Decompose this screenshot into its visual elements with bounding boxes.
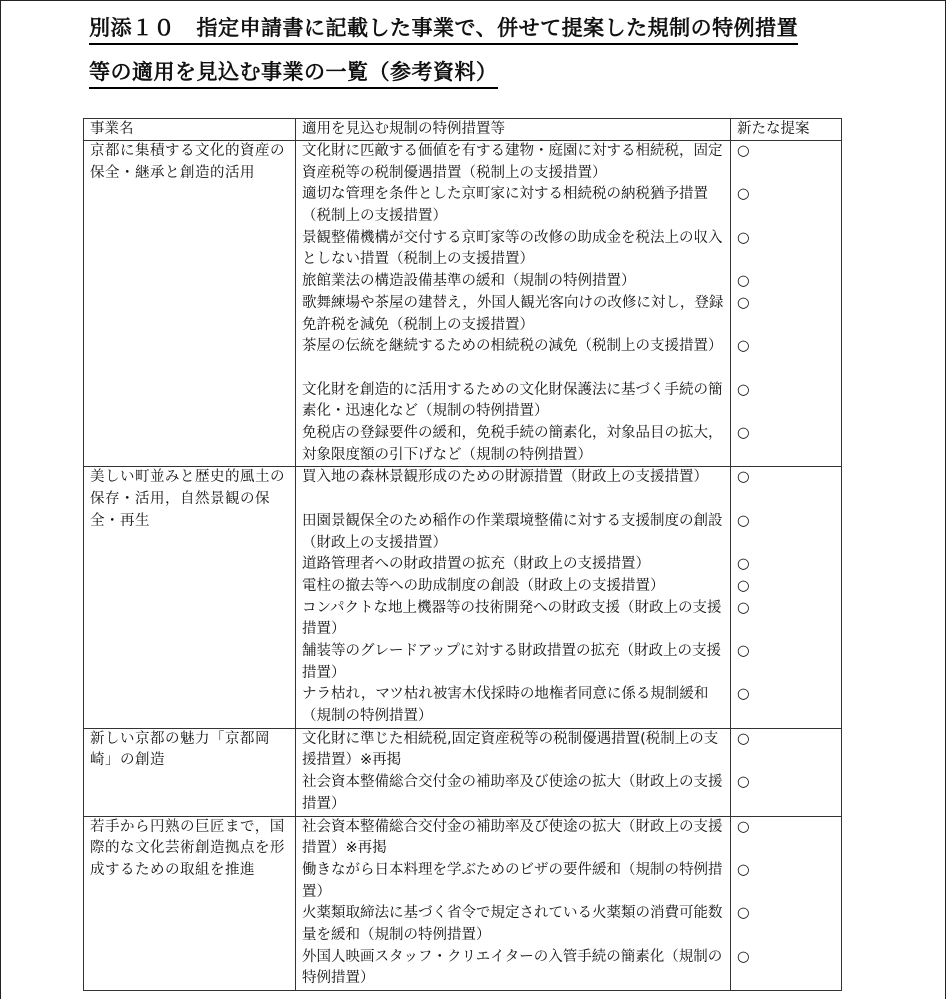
proposal-mark-row [737, 271, 835, 293]
new-proposal-cell [731, 728, 842, 816]
measure-item: 文化財を創造的に活用するための文化財保護法に基づく手続の簡素化・迅速化など（規制の特例措置） [302, 381, 723, 420]
measure-item: 電柱の撤去等への助成制度の創設（財政上の支援措置） [302, 577, 665, 594]
proposal-mark-row [737, 641, 835, 684]
proposal-mark-row [737, 511, 835, 554]
project-name: 若手から円熟の巨匠まで，国際的な文化芸術創造拠点を形成するための取組を推進 [90, 818, 285, 878]
header-project: 事業名 [84, 119, 296, 141]
proposal-mark-row [737, 684, 835, 727]
circle-mark: ○ [737, 861, 750, 878]
measure-item: 適切な管理を条件とした京町家に対する相続税の納税猶予措置（税制上の支援措置） [302, 186, 708, 225]
circle-mark: ○ [737, 730, 750, 747]
measure-item: 道路管理者への財政措置の拡充（財政上の支援措置） [302, 556, 650, 573]
proposal-mark-row [737, 293, 835, 336]
circle-mark: ○ [737, 425, 750, 442]
measure-item: 田園景観保全のため稲作の作業環境整備に対する支援制度の創設（財政上の支援措置） [302, 512, 723, 551]
title-line-2: 等の適用を見込む事業の一覧（参考資料） [89, 57, 498, 89]
new-proposal-cell [731, 816, 842, 991]
circle-mark: ○ [737, 469, 750, 486]
title-line-1: 別添１０ 指定申請書に記載した事業で、併せて提案した規制の特例措置 [89, 13, 798, 45]
proposal-mark-row [737, 228, 835, 271]
table-row [84, 141, 842, 467]
proposal-mark-row [737, 141, 835, 184]
new-proposal-cell [731, 467, 842, 728]
proposal-mark-row [737, 598, 835, 641]
project-name-cell [84, 728, 296, 816]
measures-cell [296, 816, 731, 991]
project-name: 美しい町並みと歴史的風土の保存・活用，自然景観の保全・再生 [90, 469, 285, 529]
table-row [84, 728, 842, 816]
circle-mark: ○ [737, 599, 750, 616]
circle-mark: ○ [737, 686, 750, 703]
proposal-mark-row [737, 423, 835, 466]
measure-item: コンパクトな地上機器等の技術開発への財政支援（財政上の支援措置） [302, 599, 722, 638]
measure-item: 歌舞練場や茶屋の建替え，外国人観光客向けの改修に対し，登録免許税を減免（税制上の支援措置） [302, 294, 724, 333]
circle-mark: ○ [737, 818, 750, 835]
circle-mark: ○ [737, 948, 750, 965]
measures-cell [296, 141, 731, 467]
circle-mark: ○ [737, 512, 750, 529]
measure-item: 火薬類取締法に基づく省令で規定されている火薬類の消費可能数量を緩和（規制の特例措置） [302, 905, 723, 944]
measure-item: 文化財に準じた相続税,固定資産税等の税制優遇措置(税制上の支援措置）※再掲 [302, 730, 719, 769]
document-title [89, 13, 889, 101]
measures-cell [296, 467, 731, 728]
table-row [84, 816, 842, 991]
measure-item: 免税店の登録要件の緩和，免税手続の簡素化，対象品目の拡大，対象限度額の引下げなど（規制の特例措置） [302, 425, 723, 463]
measure-item: 外国人映画スタッフ・クリエイターの入管手続の簡素化（規制の特例措置） [302, 948, 723, 987]
circle-mark: ○ [737, 577, 750, 594]
circle-mark: ○ [737, 338, 750, 355]
measure-item: 社会資本整備総合交付金の補助率及び使途の拡大（財政上の支援措置） [302, 774, 723, 812]
measure-item: 景観整備機構が交付する京町家等の改修の助成金を税法上の収入としない措置（税制上の支援措置） [302, 229, 723, 268]
header-measures: 適用を見込む規制の特例措置等 [296, 119, 731, 141]
project-name-cell [84, 141, 296, 467]
circle-mark: ○ [737, 642, 750, 659]
circle-mark: ○ [737, 229, 750, 246]
circle-mark: ○ [737, 273, 750, 290]
circle-mark: ○ [737, 556, 750, 573]
project-name-cell [84, 816, 296, 991]
proposal-mark-row [737, 817, 835, 860]
circle-mark: ○ [737, 774, 750, 791]
header-new-proposal: 新たな提案 [731, 119, 842, 141]
proposal-mark-row [737, 380, 835, 423]
table-row [84, 467, 842, 728]
project-name: 新しい京都の魅力「京都岡崎」の創造 [90, 730, 270, 769]
circle-mark: ○ [737, 186, 750, 203]
project-table [83, 118, 842, 991]
measure-item: 舗装等のグレードアップに対する財政措置の拡充（財政上の支援措置） [302, 642, 722, 681]
table-header-row [84, 119, 842, 141]
proposal-mark-row [737, 467, 835, 510]
proposal-mark-row [737, 903, 835, 946]
proposal-mark-row [737, 554, 835, 576]
proposal-mark-row [737, 947, 835, 990]
measure-item: 買入地の森林景観形成のための財源措置（財政上の支援措置） [302, 469, 708, 486]
measure-item: 茶屋の伝統を継続するための相続税の減免（税制上の支援措置） [302, 338, 723, 355]
proposal-mark-row [737, 184, 835, 227]
proposal-mark-row [737, 576, 835, 598]
circle-mark: ○ [737, 381, 750, 398]
circle-mark: ○ [737, 294, 750, 311]
measure-item: 社会資本整備総合交付金の補助率及び使途の拡大（財政上の支援措置）※再掲 [302, 818, 723, 857]
circle-mark: ○ [737, 143, 750, 159]
measures-cell [296, 728, 731, 816]
circle-mark: ○ [737, 905, 750, 922]
proposal-mark-row [737, 729, 835, 772]
project-name: 京都に集積する文化的資産の保全・継承と創造的活用 [90, 143, 285, 181]
project-name-cell [84, 467, 296, 728]
proposal-mark-row [737, 860, 835, 903]
measure-item: 旅館業法の構造設備基準の緩和（規制の特例措置） [302, 273, 636, 290]
new-proposal-cell [731, 141, 842, 467]
proposal-mark-row [737, 336, 835, 379]
table-body [84, 141, 842, 991]
measure-item: 働きながら日本料理を学ぶためのビザの要件緩和（規制の特例措置） [302, 861, 723, 900]
measure-item: 文化財に匹敵する価値を有する建物・庭園に対する相続税，固定資産税等の税制優遇措置（税制上の支援措置） [302, 143, 723, 181]
proposal-mark-row [737, 772, 835, 815]
measure-item: ナラ枯れ，マツ枯れ被害木伐採時の地権者同意に係る規制緩和（規制の特例措置） [302, 686, 709, 725]
